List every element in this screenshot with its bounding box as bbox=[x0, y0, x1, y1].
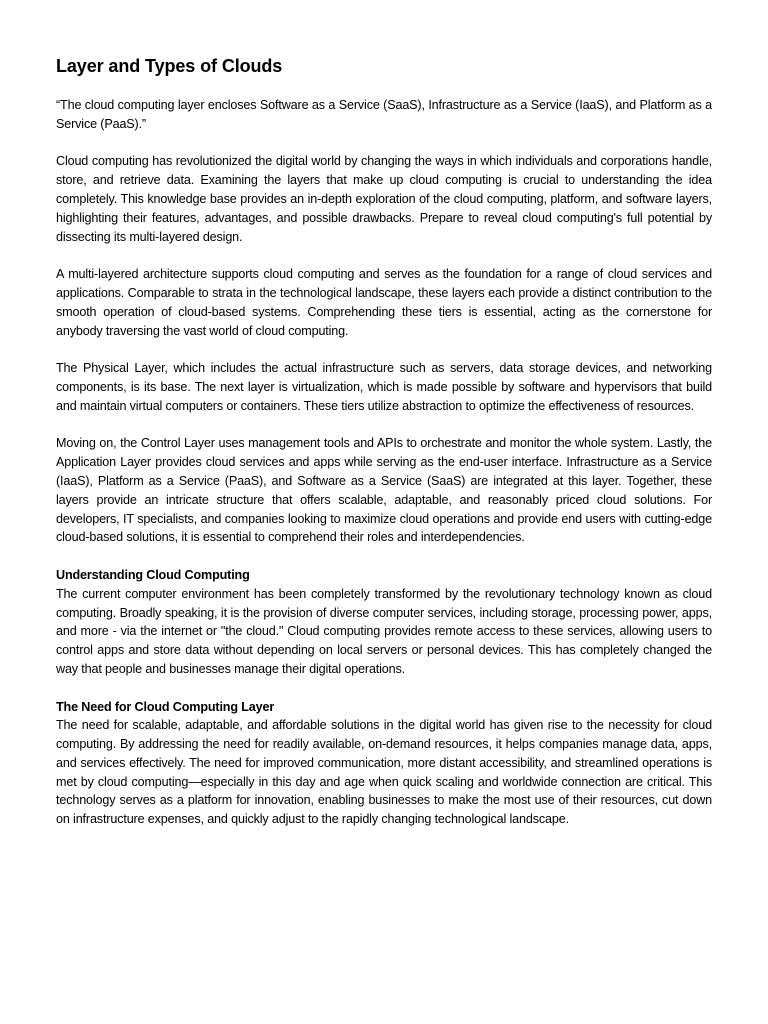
section-understanding-cloud-computing bbox=[56, 566, 712, 679]
section-body: The current computer environment has been completely transformed by the revolutionary technology known as cloud computing. Broadly speaking, it is the provision of diverse computer services, including storage, processing power, apps, and more - via the internet or "the cloud." Cloud computing provides remote access to these services, allowing users to control apps and store data without depending on local servers or personal devices. This has completely changed the way that people and businesses manage their digital operations. bbox=[56, 586, 712, 676]
section-heading: The Need for Cloud Computing Layer bbox=[56, 699, 275, 714]
body-paragraph: A multi-layered architecture supports cloud computing and serves as the foundation for a range of cloud services and applications. Comparable to strata in the technological landscape, these layers each provide a distinct contribution to the smooth operation of cloud-based systems. Comprehending these tiers is essential, acting as the cornerstone for anybody traversing the vast world of cloud computing. bbox=[56, 267, 712, 338]
document-title: Layer and Types of Clouds bbox=[56, 56, 283, 76]
intro-quote-paragraph: “The cloud computing layer encloses Software as a Service (SaaS), Infrastructure as a Service (IaaS), and Platform as a Service (PaaS).” bbox=[56, 98, 712, 131]
section-body: The need for scalable, adaptable, and affordable solutions in the digital world has given rise to the necessity for cloud computing. By addressing the need for readily available, on-demand resources, it helps companies manage data, apps, and services effectively. The need for improved communication, more distant accessibility, and streamlined operations is met by cloud computing—especially in this day and age when quick scaling and worldwide connection are critical. This technology serves as a platform for innovation, enabling businesses to make the most use of their resources, cut down on infrastructure expenses, and quickly adjust to the rapidly changing technological landscape. bbox=[56, 718, 712, 827]
body-paragraph: Cloud computing has revolutionized the digital world by changing the ways in which individuals and corporations handle, store, and retrieve data. Examining the layers that make up cloud computing is crucial to understanding the idea completely. This knowledge base provides an in-depth exploration of the cloud computing, platform, and software layers, highlighting their features, advantages, and possible drawbacks. Prepare to reveal cloud computing's full potential by dissecting its multi-layered design. bbox=[56, 154, 712, 244]
section-heading: Understanding Cloud Computing bbox=[56, 567, 250, 582]
section-need-for-cloud-computing-layer bbox=[56, 698, 712, 830]
body-paragraph: Moving on, the Control Layer uses management tools and APIs to orchestrate and monitor the whole system. Lastly, the Application Layer provides cloud services and apps while serving as the end-user interface. Infrastructure as a Service (IaaS), Platform as a Service (PaaS), and Software as a Service (SaaS) are integrated at this layer. Together, these layers provide an intricate structure that offers scalable, adaptable, and reasonably priced cloud solutions. For developers, IT specialists, and companies looking to maximize cloud operations and provide end users with cutting-edge cloud-based solutions, it is essential to comprehend their roles and interdependencies. bbox=[56, 436, 712, 545]
document-page bbox=[56, 54, 712, 848]
body-paragraph: The Physical Layer, which includes the actual infrastructure such as servers, data storage devices, and networking components, is its base. The next layer is virtualization, which is made possible by software and hypervisors that build and maintain virtual computers or containers. These tiers utilize abstraction to optimize the effectiveness of resources. bbox=[56, 361, 712, 413]
